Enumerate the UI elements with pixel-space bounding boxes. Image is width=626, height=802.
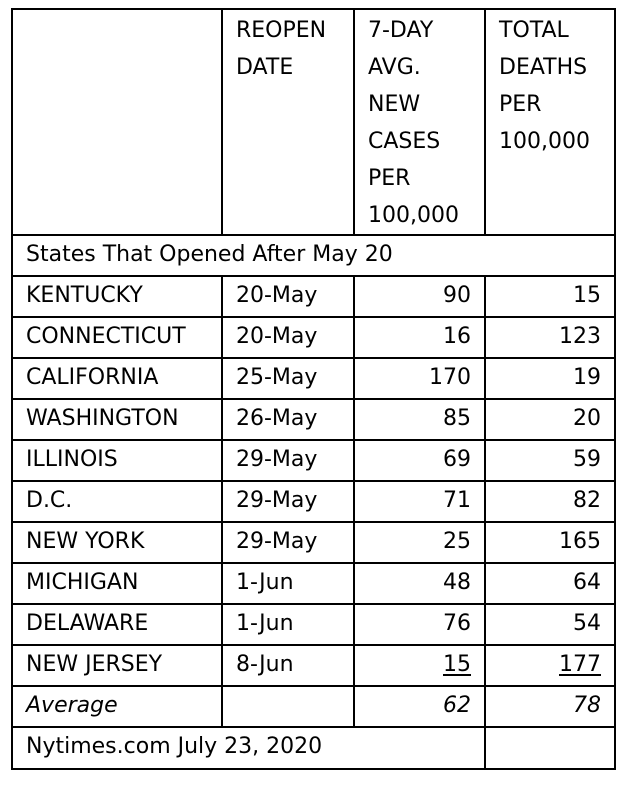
cases-cell: 76 xyxy=(354,604,485,645)
table-row xyxy=(12,276,615,317)
reopen-date-cell: 29-May xyxy=(222,522,354,563)
deaths-cell: 15 xyxy=(485,276,615,317)
header-line: PER xyxy=(499,92,542,117)
average-deaths: 78 xyxy=(485,686,615,727)
state-cell: KENTUCKY xyxy=(12,276,222,317)
header-line: AVG. xyxy=(368,55,421,80)
cases-cell: 69 xyxy=(354,440,485,481)
header-line: 100,000 xyxy=(368,203,459,228)
reopen-date-cell: 1-Jun xyxy=(222,563,354,604)
average-cases: 62 xyxy=(354,686,485,727)
reopening-table xyxy=(11,8,616,770)
header-line: PER xyxy=(368,166,411,191)
table-row xyxy=(12,317,615,358)
state-cell: CALIFORNIA xyxy=(12,358,222,399)
reopen-date-cell: 20-May xyxy=(222,276,354,317)
reopen-date-cell: 29-May xyxy=(222,440,354,481)
header-line: CASES xyxy=(368,129,441,154)
reopen-date-cell: 29-May xyxy=(222,481,354,522)
state-cell: ILLINOIS xyxy=(12,440,222,481)
section-title: States That Opened After May 20 xyxy=(12,235,615,276)
cases-cell: 25 xyxy=(354,522,485,563)
table-row xyxy=(12,563,615,604)
deaths-cell: 165 xyxy=(485,522,615,563)
header-avg-new-cases xyxy=(354,9,485,235)
source-note: Nytimes.com July 23, 2020 xyxy=(12,727,485,769)
deaths-cell: 59 xyxy=(485,440,615,481)
table-row xyxy=(12,399,615,440)
cases-cell: 170 xyxy=(354,358,485,399)
reopen-date-cell: 26-May xyxy=(222,399,354,440)
header-line: 100,000 xyxy=(499,129,590,154)
header-total-deaths xyxy=(485,9,615,235)
state-cell: MICHIGAN xyxy=(12,563,222,604)
cases-cell xyxy=(354,645,485,686)
header-row xyxy=(12,9,615,235)
reopen-date-cell: 8-Jun xyxy=(222,645,354,686)
table-row xyxy=(12,481,615,522)
cases-cell: 16 xyxy=(354,317,485,358)
deaths-cell: 20 xyxy=(485,399,615,440)
cases-cell: 48 xyxy=(354,563,485,604)
cases-cell: 71 xyxy=(354,481,485,522)
deaths-cell: 123 xyxy=(485,317,615,358)
header-line: 7-DAY xyxy=(368,18,434,43)
header-line: NEW xyxy=(368,92,421,117)
deaths-cell: 64 xyxy=(485,563,615,604)
table-row xyxy=(12,522,615,563)
deaths-cell: 19 xyxy=(485,358,615,399)
header-state-cell xyxy=(12,9,222,235)
average-row xyxy=(12,686,615,727)
cases-cell: 85 xyxy=(354,399,485,440)
reopen-date-cell: 20-May xyxy=(222,317,354,358)
average-label: Average xyxy=(12,686,222,727)
deaths-cell: 54 xyxy=(485,604,615,645)
header-line: DATE xyxy=(236,55,294,80)
source-empty-cell xyxy=(485,727,615,769)
header-line: TOTAL xyxy=(499,18,569,43)
deaths-cell xyxy=(485,645,615,686)
cases-value-underlined: 15 xyxy=(443,652,471,677)
state-cell: CONNECTICUT xyxy=(12,317,222,358)
table-row xyxy=(12,604,615,645)
state-cell: D.C. xyxy=(12,481,222,522)
state-cell: DELAWARE xyxy=(12,604,222,645)
deaths-cell: 82 xyxy=(485,481,615,522)
table-row xyxy=(12,645,615,686)
header-line: DEATHS xyxy=(499,55,588,80)
state-cell: NEW YORK xyxy=(12,522,222,563)
state-cell: NEW JERSEY xyxy=(12,645,222,686)
reopen-date-cell: 25-May xyxy=(222,358,354,399)
table-row xyxy=(12,440,615,481)
average-date-cell xyxy=(222,686,354,727)
table-row xyxy=(12,358,615,399)
header-line: REOPEN xyxy=(236,18,327,43)
deaths-value-underlined: 177 xyxy=(559,652,601,677)
source-row xyxy=(12,727,615,769)
section-row xyxy=(12,235,615,276)
reopen-date-cell: 1-Jun xyxy=(222,604,354,645)
header-reopen-date xyxy=(222,9,354,235)
state-cell: WASHINGTON xyxy=(12,399,222,440)
cases-cell: 90 xyxy=(354,276,485,317)
